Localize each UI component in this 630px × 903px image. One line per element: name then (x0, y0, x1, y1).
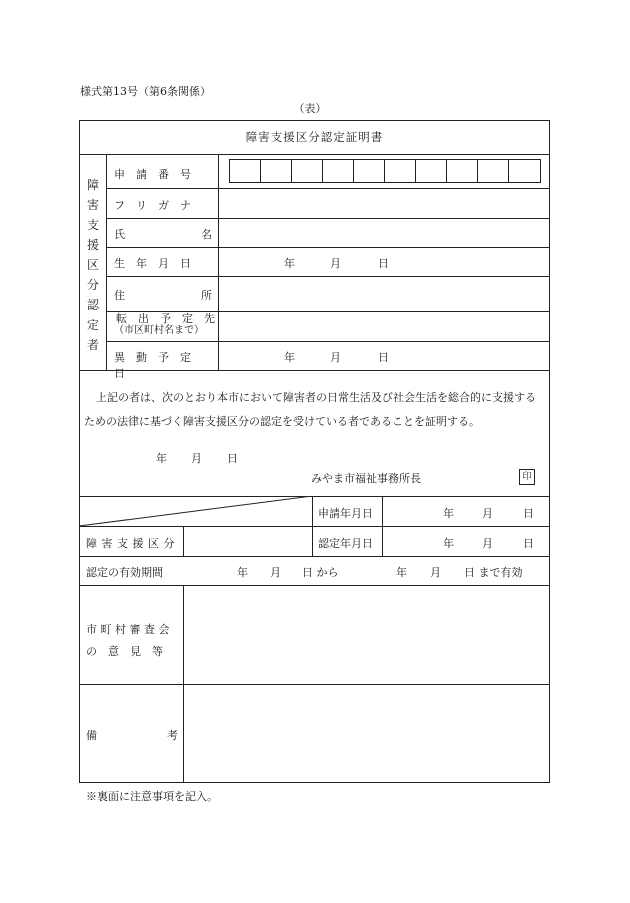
move-date-label: 異 動 予 定 日 (114, 351, 202, 380)
certification-date-label: 認定年月日 (318, 537, 373, 550)
digit-box[interactable] (354, 160, 385, 182)
application-number-boxes[interactable] (229, 159, 541, 183)
application-number-label: 申 請 番 号 (114, 168, 191, 181)
side-label-divider (106, 154, 107, 370)
digit-box[interactable] (447, 160, 478, 182)
digit-box[interactable] (323, 160, 354, 182)
divider-committee (79, 684, 550, 685)
certification-year: 年 (443, 537, 454, 550)
side-label-char: 害 (86, 198, 99, 212)
remarks-label-left: 備 (86, 729, 97, 742)
name-label-left: 氏 (114, 228, 125, 241)
move-month: 月 (330, 351, 341, 364)
name-label (114, 226, 212, 242)
committee-divider (183, 585, 184, 783)
date-label-divider-left (312, 496, 313, 556)
transfer-label-line2: （市区町村名まで） (114, 325, 204, 336)
side-label-char: 定 (86, 318, 99, 332)
certification-day: 日 (523, 537, 534, 550)
side-label-char: 者 (86, 338, 99, 352)
digit-box[interactable] (385, 160, 416, 182)
validity-from-day: 日 から (302, 566, 339, 579)
address-label (114, 287, 212, 303)
issue-year: 年 (156, 452, 167, 465)
divider-row6 (106, 341, 550, 342)
committee-label-line2: の 意 見 等 (86, 645, 163, 658)
issue-month: 月 (191, 452, 202, 465)
address-label-left: 住 (114, 289, 125, 302)
validity-from-month: 月 (270, 566, 281, 579)
side-label-char: 援 (86, 238, 99, 252)
digit-box[interactable] (416, 160, 447, 182)
digit-box[interactable] (292, 160, 323, 182)
transfer-label-line1: 転 出 予 定 先 (116, 312, 215, 325)
issuer-name: みやま市福祉事務所長 (311, 472, 421, 485)
digit-box[interactable] (509, 160, 540, 182)
validity-from-year: 年 (237, 566, 248, 579)
birth-date-label: 生 年 月 日 (114, 257, 191, 270)
transfer-destination-label (114, 313, 218, 337)
move-year: 年 (284, 351, 295, 364)
committee-label-line1: 市 町 村 審 査 会 (86, 623, 170, 636)
support-category-label: 障 害 支 援 区 分 (86, 537, 175, 550)
label-value-divider (218, 154, 219, 370)
form-number: 様式第13号（第6条関係） (80, 85, 211, 98)
digit-box[interactable] (478, 160, 509, 182)
certification-statement: 上記の者は、次のとおり本市において障害者の日常生活及び社会生活を総合的に支援するための法律に基づく障害支援区分の認定を受けている者であることを証明する。 (84, 391, 536, 428)
digit-box[interactable] (230, 160, 261, 182)
validity-to-year: 年 (396, 566, 407, 579)
validity-label: 認定の有効期間 (86, 566, 163, 579)
remarks-label (86, 727, 178, 743)
application-year: 年 (443, 507, 454, 520)
divider-row1 (106, 188, 550, 189)
divider-row3 (106, 247, 550, 248)
face-label: （表） (293, 102, 327, 115)
divider-validity (79, 585, 550, 586)
birth-month: 月 (330, 257, 341, 270)
side-label-char: 認 (86, 298, 99, 312)
digit-box[interactable] (261, 160, 292, 182)
application-date-label: 申請年月日 (318, 507, 373, 520)
divider-title (79, 154, 550, 155)
validity-to-day: 日 まで有効 (464, 566, 523, 579)
validity-to-month: 月 (430, 566, 441, 579)
diagonal-line (79, 496, 312, 526)
application-month: 月 (482, 507, 493, 520)
remarks-label-right: 考 (167, 729, 178, 742)
committee-opinion-label (86, 619, 178, 663)
side-label-char: 支 (86, 218, 99, 232)
seal-mark: 印 (519, 469, 535, 485)
date-label-divider-right (382, 496, 383, 556)
move-day: 日 (378, 351, 389, 364)
certification-month: 月 (482, 537, 493, 550)
address-label-right: 所 (201, 289, 212, 302)
furigana-label: フ リ ガ ナ (114, 199, 191, 212)
birth-year: 年 (284, 257, 295, 270)
issue-day: 日 (227, 452, 238, 465)
application-day: 日 (523, 507, 534, 520)
side-label (80, 175, 106, 355)
divider-row2 (106, 218, 550, 219)
name-label-right: 名 (201, 228, 212, 241)
side-label-char: 障 (86, 178, 99, 192)
side-label-char: 区 (86, 258, 99, 272)
certificate-title: 障害支援区分認定証明書 (245, 130, 384, 144)
footnote: ※裏面に注意事項を記入。 (86, 790, 218, 803)
divider-category (79, 556, 550, 557)
divider-row4 (106, 276, 550, 277)
divider-date-rows (79, 526, 550, 527)
birth-day: 日 (378, 257, 389, 270)
category-divider (183, 526, 184, 556)
side-label-char: 分 (86, 278, 99, 292)
